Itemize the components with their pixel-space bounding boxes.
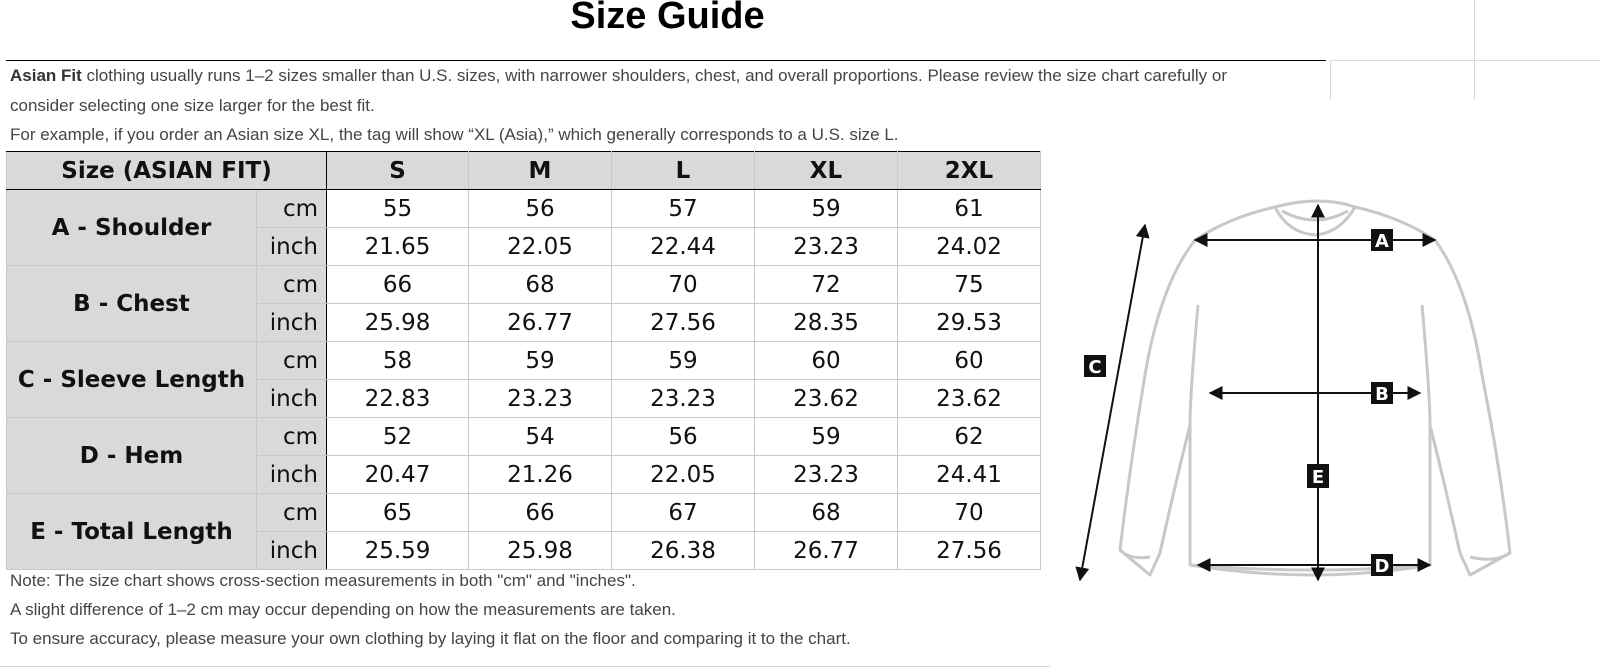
table-cell: 28.35 — [755, 304, 898, 342]
unit-label: cm — [257, 190, 327, 228]
table-row — [7, 418, 1041, 456]
table-cell: 21.65 — [327, 228, 469, 266]
table-cell: 54 — [469, 418, 612, 456]
table-cell: 26.77 — [755, 532, 898, 570]
intro-line-3: For example, if you order an Asian size XL, the tag will show “XL (Asia),” which generally corresponds to a U.S. size L. — [10, 125, 899, 144]
table-cell: 21.26 — [469, 456, 612, 494]
asian-fit-label: Asian Fit — [10, 66, 82, 85]
header-size: S — [327, 152, 469, 190]
table-cell: 27.56 — [898, 532, 1041, 570]
svg-text:C: C — [1088, 357, 1102, 378]
table-cell: 66 — [469, 494, 612, 532]
table-cell: 25.98 — [469, 532, 612, 570]
svg-text:E: E — [1311, 467, 1325, 488]
table-cell: 26.38 — [612, 532, 755, 570]
table-cell: 24.02 — [898, 228, 1041, 266]
table-cell: 58 — [327, 342, 469, 380]
table-cell: 22.83 — [327, 380, 469, 418]
note-line-1: Note: The size chart shows cross-section measurements in both "cm" and "inches". — [10, 571, 636, 590]
badge-d — [1371, 554, 1393, 577]
table-cell: 22.05 — [469, 228, 612, 266]
table-cell: 23.23 — [755, 228, 898, 266]
measurement-label: B - Chest — [7, 266, 257, 342]
header-size: M — [469, 152, 612, 190]
table-cell: 66 — [327, 266, 469, 304]
table-cell: 56 — [469, 190, 612, 228]
table-cell: 20.47 — [327, 456, 469, 494]
badge-a — [1371, 229, 1393, 252]
sheet-gridline — [1474, 0, 1475, 100]
unit-label: inch — [257, 456, 327, 494]
svg-text:B: B — [1375, 384, 1389, 405]
sheet-gridline — [1330, 60, 1331, 100]
table-cell: 70 — [898, 494, 1041, 532]
table-cell: 23.62 — [898, 380, 1041, 418]
table-cell: 23.23 — [755, 456, 898, 494]
table-cell: 70 — [612, 266, 755, 304]
unit-label: inch — [257, 304, 327, 342]
table-cell: 59 — [612, 342, 755, 380]
unit-label: inch — [257, 380, 327, 418]
note-line-3: To ensure accuracy, please measure your own clothing by laying it flat on the floor and comparing it to the chart. — [10, 629, 851, 648]
table-cell: 22.44 — [612, 228, 755, 266]
sheet-gridline — [1330, 60, 1600, 61]
unit-label: cm — [257, 266, 327, 304]
table-cell: 25.98 — [327, 304, 469, 342]
table-cell: 55 — [327, 190, 469, 228]
measurement-label: C - Sleeve Length — [7, 342, 257, 418]
table-row — [7, 494, 1041, 532]
measurement-label: A - Shoulder — [7, 190, 257, 266]
size-table-body — [7, 152, 1041, 570]
intro-line-1-text: clothing usually runs 1–2 sizes smaller than U.S. sizes, with narrower shoulders, chest, and overall proportions. Please review the size chart carefully or — [81, 66, 1227, 85]
badge-e — [1307, 464, 1329, 488]
intro-line-1 — [10, 65, 1227, 87]
sleeve-length-arrow — [1080, 225, 1145, 580]
unit-label: cm — [257, 418, 327, 456]
header-size-label: Size (ASIAN FIT) — [7, 152, 327, 190]
table-row — [7, 266, 1041, 304]
table-cell: 75 — [898, 266, 1041, 304]
table-cell: 59 — [755, 190, 898, 228]
unit-label: inch — [257, 228, 327, 266]
measurement-label: E - Total Length — [7, 494, 257, 570]
badge-c — [1084, 355, 1106, 378]
page-title: Size Guide — [570, 0, 765, 37]
table-row — [7, 190, 1041, 228]
table-cell: 68 — [755, 494, 898, 532]
table-cell: 56 — [612, 418, 755, 456]
sweater-outline — [1120, 201, 1510, 575]
unit-label: cm — [257, 494, 327, 532]
header-size: L — [612, 152, 755, 190]
table-cell: 24.41 — [898, 456, 1041, 494]
table-cell: 72 — [755, 266, 898, 304]
table-cell: 61 — [898, 190, 1041, 228]
intro-line-2: consider selecting one size larger for the best fit. — [10, 96, 375, 115]
table-header-row — [7, 152, 1041, 190]
table-cell: 29.53 — [898, 304, 1041, 342]
sweater-measurement-diagram — [1090, 195, 1550, 595]
header-size: XL — [755, 152, 898, 190]
table-cell: 59 — [469, 342, 612, 380]
unit-label: inch — [257, 532, 327, 570]
header-size: 2XL — [898, 152, 1041, 190]
table-cell: 25.59 — [327, 532, 469, 570]
note-line-2: A slight difference of 1–2 cm may occur depending on how the measurements are taken. — [10, 600, 676, 619]
table-cell: 26.77 — [469, 304, 612, 342]
table-cell: 65 — [327, 494, 469, 532]
table-cell: 59 — [755, 418, 898, 456]
table-cell: 22.05 — [612, 456, 755, 494]
table-cell: 27.56 — [612, 304, 755, 342]
table-cell: 23.62 — [755, 380, 898, 418]
sheet-gridline — [0, 666, 1050, 667]
badge-b — [1371, 382, 1393, 405]
table-cell: 60 — [898, 342, 1041, 380]
table-cell: 52 — [327, 418, 469, 456]
svg-text:D: D — [1374, 556, 1390, 577]
table-cell: 57 — [612, 190, 755, 228]
measurement-label: D - Hem — [7, 418, 257, 494]
size-table — [6, 151, 1041, 570]
table-cell: 60 — [755, 342, 898, 380]
svg-text:A: A — [1375, 231, 1389, 252]
table-cell: 68 — [469, 266, 612, 304]
table-cell: 62 — [898, 418, 1041, 456]
table-row — [7, 342, 1041, 380]
table-cell: 23.23 — [612, 380, 755, 418]
table-cell: 67 — [612, 494, 755, 532]
table-cell: 23.23 — [469, 380, 612, 418]
unit-label: cm — [257, 342, 327, 380]
